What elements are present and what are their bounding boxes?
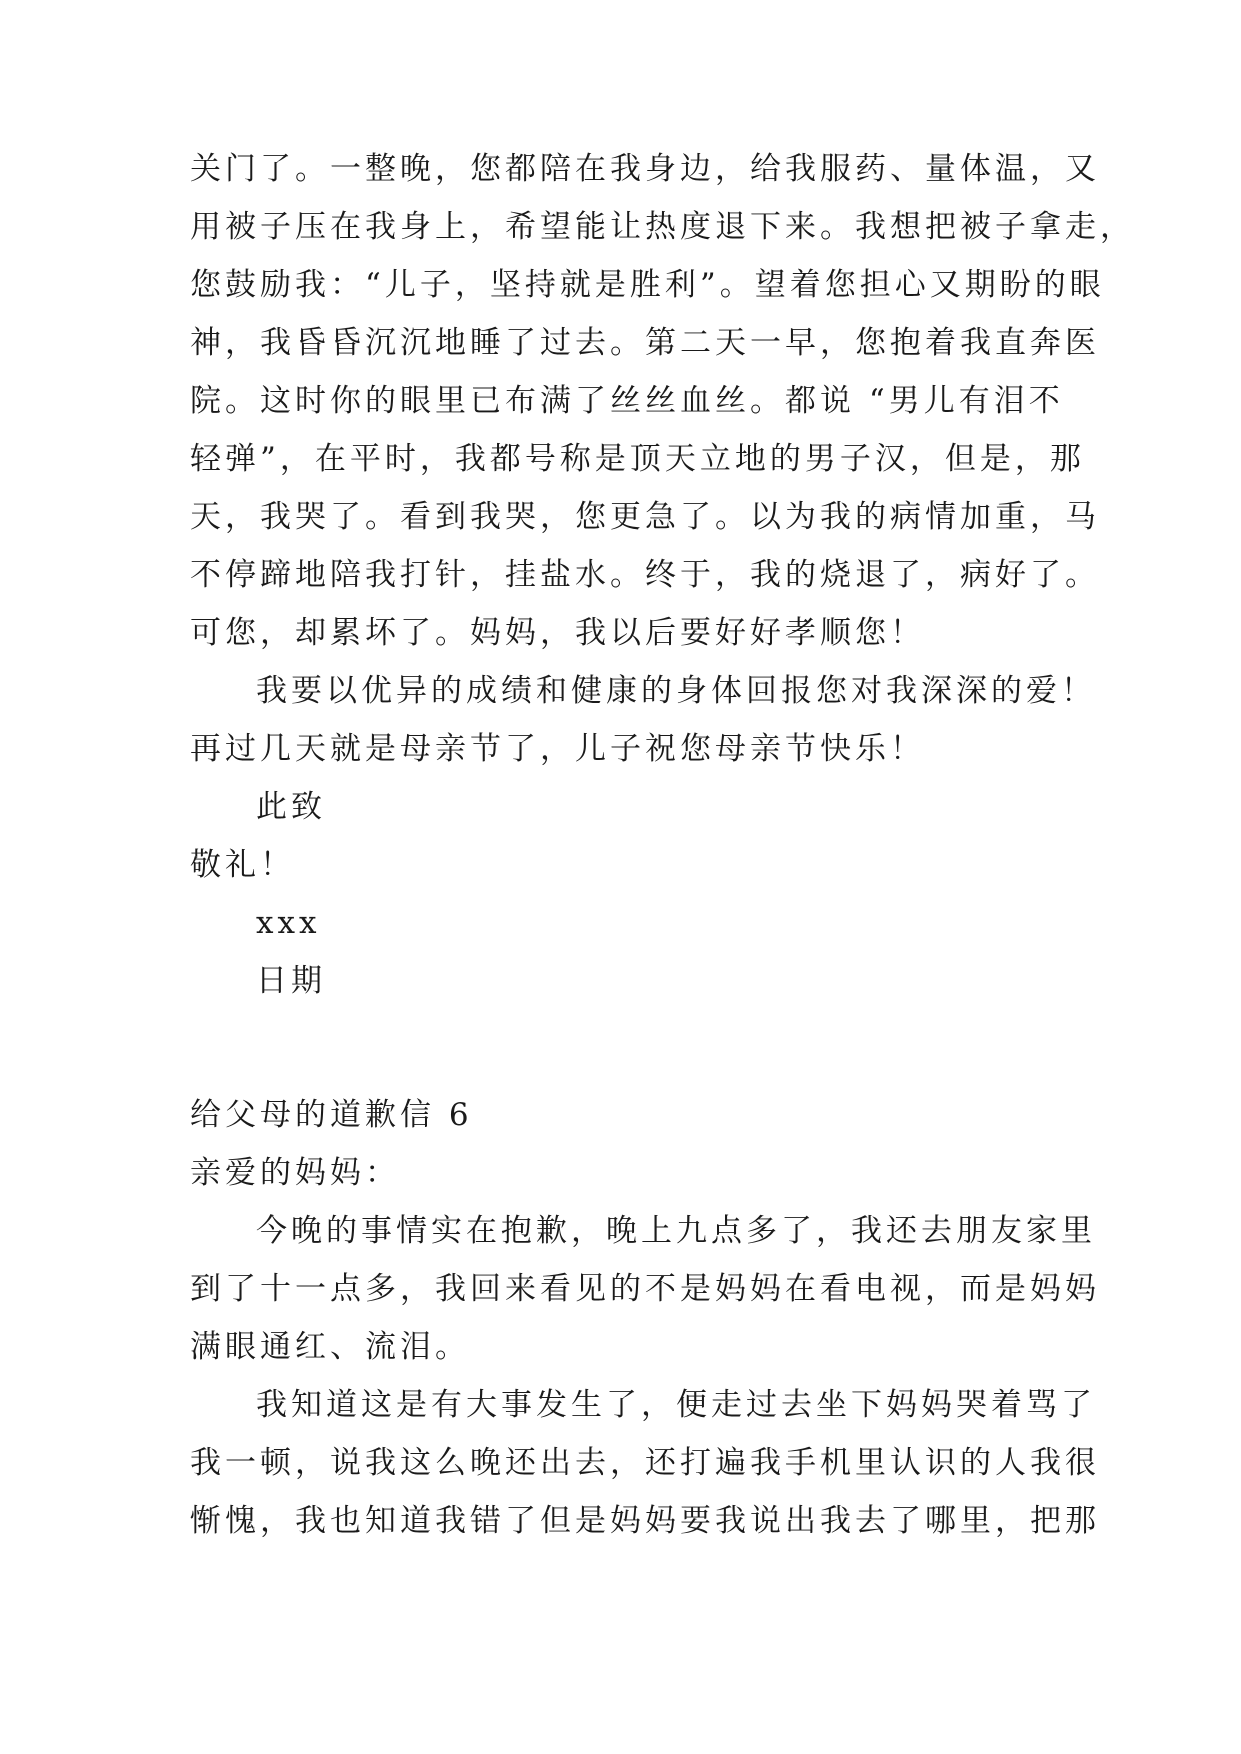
text-line: 轻弹”，在平时，我都号称是顶天立地的男子汉，但是，那: [190, 441, 1085, 477]
text-line: 您鼓励我：“儿子，坚持就是胜利”。望着您担心又期盼的眼: [190, 267, 1105, 303]
text-line: 惭愧，我也知道我错了但是妈妈要我说出我去了哪里，把那: [190, 1503, 1100, 1539]
text-line: 不停蹄地陪我打针，挂盐水。终于，我的烧退了，病好了。: [190, 557, 1100, 593]
text-line: 今晚的事情实在抱歉，晚上九点多了，我还去朋友家里: [256, 1213, 1096, 1249]
letter-6-header: [190, 1086, 1070, 1202]
signature-name: xxx: [256, 905, 321, 941]
text-line: 天，我哭了。看到我哭，您更急了。以为我的病情加重，马: [190, 499, 1100, 535]
letter-title: 给父母的道歉信 6: [190, 1097, 473, 1133]
text-line: 关门了。一整晚，您都陪在我身边，给我服药、量体温，又: [190, 151, 1100, 187]
text-line: 我一顿，说我这么晚还出去，还打遍我手机里认识的人我很: [190, 1445, 1100, 1481]
text-line: 可您，却累坏了。妈妈，我以后要好好孝顺您！: [190, 615, 925, 651]
salutation: 亲爱的妈妈：: [190, 1155, 400, 1191]
text-line: 再过几天就是母亲节了，儿子祝您母亲节快乐！: [190, 731, 925, 767]
text-line: 满眼通红、流泪。: [190, 1329, 470, 1365]
text-line: 我知道这是有大事发生了，便走过去坐下妈妈哭着骂了: [256, 1387, 1096, 1423]
text-line: 院。这时你的眼里已布满了丝丝血丝。都说 “男儿有泪不: [190, 383, 1064, 419]
letter-5-body: [190, 140, 1135, 1010]
closing-salute: 敬礼！: [190, 847, 295, 883]
text-line: 神，我昏昏沉沉地睡了过去。第二天一早，您抱着我直奔医: [190, 325, 1100, 361]
signature-date: 日期: [256, 963, 326, 999]
text-line: 我要以优异的成绩和健康的身体回报您对我深深的爱！: [256, 673, 1096, 709]
text-line: 到了十一点多，我回来看见的不是妈妈在看电视，而是妈妈: [190, 1271, 1100, 1307]
letter-6-body: [190, 1202, 1100, 1550]
closing-phrase: 此致: [256, 789, 326, 825]
text-line: 用被子压在我身上，希望能让热度退下来。我想把被子拿走，: [190, 209, 1135, 245]
